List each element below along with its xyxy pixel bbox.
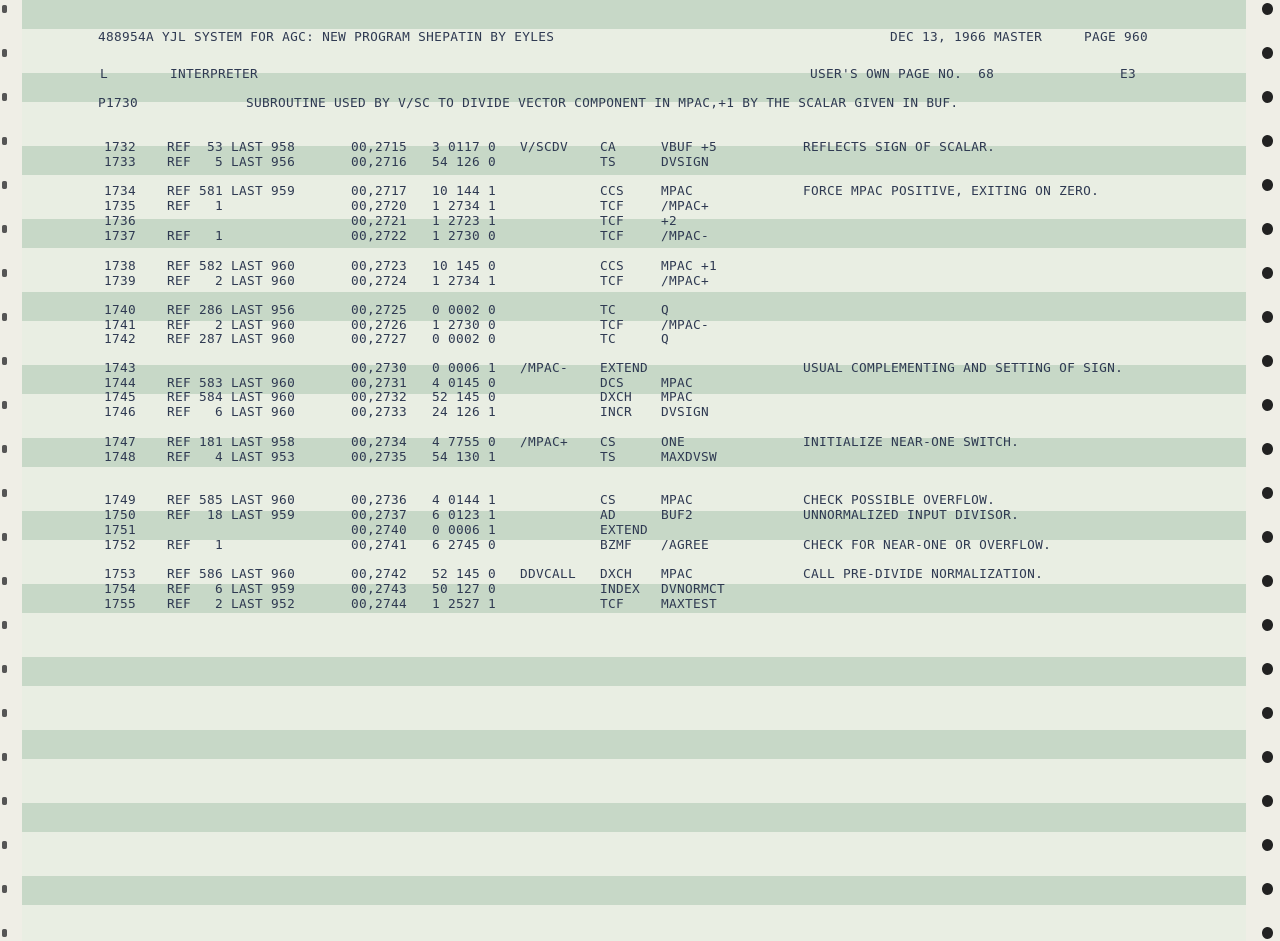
listing-octal-code: 0 0006 1 xyxy=(432,523,497,538)
listing-opcode: CA xyxy=(600,140,617,155)
header-page: PAGE 960 xyxy=(1084,30,1149,45)
listing-reference: REF 6 LAST 959 xyxy=(167,582,296,597)
edge-perforation xyxy=(2,797,7,805)
section-name: INTERPRETER xyxy=(170,67,259,82)
listing-line-number: 1748 xyxy=(104,450,137,465)
listing-address: 00,2724 xyxy=(351,274,408,289)
listing-opcode: DXCH xyxy=(600,390,633,405)
feed-hole xyxy=(1262,751,1273,763)
edge-perforation xyxy=(2,445,7,453)
edge-perforation xyxy=(2,401,7,409)
listing-reference: REF 2 LAST 960 xyxy=(167,318,296,333)
listing-octal-code: 52 145 0 xyxy=(432,567,497,582)
listing-address: 00,2734 xyxy=(351,435,408,450)
listing-operand: MPAC xyxy=(661,184,694,199)
edge-perforation xyxy=(2,93,7,101)
listing-operand: DVSIGN xyxy=(661,405,710,420)
listing-operand: MPAC xyxy=(661,390,694,405)
listing-reference: REF 53 LAST 958 xyxy=(167,140,296,155)
edge-perforation xyxy=(2,49,7,57)
listing-opcode: TCF xyxy=(600,229,625,244)
feed-hole xyxy=(1262,795,1273,807)
listing-line-number: 1734 xyxy=(104,184,137,199)
listing-octal-code: 1 2723 1 xyxy=(432,214,497,229)
listing-comment: CHECK POSSIBLE OVERFLOW. xyxy=(803,493,996,508)
listing-address: 00,2715 xyxy=(351,140,408,155)
listing-operand: MAXTEST xyxy=(661,597,718,612)
edge-perforation xyxy=(2,753,7,761)
listing-opcode: TS xyxy=(600,450,617,465)
listing-reference: REF 286 LAST 956 xyxy=(167,303,296,318)
listing-address: 00,2727 xyxy=(351,332,408,347)
listing-reference: REF 1 xyxy=(167,199,224,214)
edge-perforation xyxy=(2,621,7,629)
listing-opcode: TCF xyxy=(600,214,625,229)
feed-hole xyxy=(1262,3,1273,15)
listing-octal-code: 6 0123 1 xyxy=(432,508,497,523)
listing-operand: ONE xyxy=(661,435,686,450)
listing-opcode: EXTEND xyxy=(600,361,649,376)
listing-octal-code: 3 0117 0 xyxy=(432,140,497,155)
listing-comment: FORCE MPAC POSITIVE, EXITING ON ZERO. xyxy=(803,184,1100,199)
listing-operand: MPAC xyxy=(661,376,694,391)
listing-reference: REF 2 LAST 960 xyxy=(167,274,296,289)
listing-operand: DVSIGN xyxy=(661,155,710,170)
listing-comment: CALL PRE-DIVIDE NORMALIZATION. xyxy=(803,567,1044,582)
listing-address: 00,2733 xyxy=(351,405,408,420)
listing-opcode: CS xyxy=(600,435,617,450)
section-code: E3 xyxy=(1120,67,1137,82)
listing-opcode: INDEX xyxy=(600,582,641,597)
log-marker: L xyxy=(100,67,109,82)
listing-octal-code: 52 145 0 xyxy=(432,390,497,405)
listing-reference: REF 582 LAST 960 xyxy=(167,259,296,274)
feed-hole xyxy=(1262,575,1273,587)
feed-hole xyxy=(1262,927,1273,939)
listing-operand: MPAC xyxy=(661,493,694,508)
listing-octal-code: 10 145 0 xyxy=(432,259,497,274)
feed-hole xyxy=(1262,135,1273,147)
listing-comment: INITIALIZE NEAR-ONE SWITCH. xyxy=(803,435,1020,450)
listing-line-number: 1751 xyxy=(104,523,137,538)
listing-opcode: DXCH xyxy=(600,567,633,582)
listing-reference: REF 181 LAST 958 xyxy=(167,435,296,450)
feed-hole xyxy=(1262,663,1273,675)
listing-operand: DVNORMCT xyxy=(661,582,726,597)
listing-reference: REF 5 LAST 956 xyxy=(167,155,296,170)
feed-hole xyxy=(1262,267,1273,279)
listing-octal-code: 1 2730 0 xyxy=(432,318,497,333)
edge-perforation xyxy=(2,225,7,233)
listing-comment: USUAL COMPLEMENTING AND SETTING OF SIGN. xyxy=(803,361,1124,376)
listing-operand: +2 xyxy=(661,214,678,229)
listing-octal-code: 1 2734 1 xyxy=(432,274,497,289)
listing-operand: MPAC +1 xyxy=(661,259,718,274)
listing-address: 00,2732 xyxy=(351,390,408,405)
feed-hole xyxy=(1262,311,1273,323)
listing-address: 00,2725 xyxy=(351,303,408,318)
listing-octal-code: 50 127 0 xyxy=(432,582,497,597)
header-date: DEC 13, 1966 MASTER xyxy=(890,30,1043,45)
listing-reference: REF 2 LAST 952 xyxy=(167,597,296,612)
listing-operand: BUF2 xyxy=(661,508,694,523)
listing-address: 00,2742 xyxy=(351,567,408,582)
listing-address: 00,2722 xyxy=(351,229,408,244)
listing-reference: REF 585 LAST 960 xyxy=(167,493,296,508)
listing-address: 00,2723 xyxy=(351,259,408,274)
listing-reference: REF 1 xyxy=(167,229,224,244)
feed-hole xyxy=(1262,91,1273,103)
listing-line-number: 1739 xyxy=(104,274,137,289)
listing-opcode: CCS xyxy=(600,259,625,274)
listing-address: 00,2726 xyxy=(351,318,408,333)
edge-perforation xyxy=(2,665,7,673)
listing-operand: Q xyxy=(661,303,670,318)
listing-line-number: 1740 xyxy=(104,303,137,318)
listing-opcode: TCF xyxy=(600,274,625,289)
listing-line-number: 1732 xyxy=(104,140,137,155)
listing-line-number: 1741 xyxy=(104,318,137,333)
feed-hole xyxy=(1262,47,1273,59)
edge-perforation xyxy=(2,841,7,849)
listing-line-number: 1745 xyxy=(104,390,137,405)
intro-line-number: P1730 xyxy=(98,96,139,111)
listing-opcode: TCF xyxy=(600,318,625,333)
edge-perforation xyxy=(2,929,7,937)
edge-perforation xyxy=(2,577,7,585)
listing-opcode: AD xyxy=(600,508,617,523)
listing-comment: REFLECTS SIGN OF SCALAR. xyxy=(803,140,996,155)
listing-operand: VBUF +5 xyxy=(661,140,718,155)
listing-line-number: 1736 xyxy=(104,214,137,229)
listing-line-number: 1754 xyxy=(104,582,137,597)
listing-operand: /MPAC- xyxy=(661,318,710,333)
edge-perforation xyxy=(2,709,7,717)
listing-opcode: CCS xyxy=(600,184,625,199)
feed-hole xyxy=(1262,399,1273,411)
edge-perforation xyxy=(2,885,7,893)
listing-line-number: 1752 xyxy=(104,538,137,553)
feed-hole xyxy=(1262,355,1273,367)
edge-perforation xyxy=(2,357,7,365)
listing-address: 00,2735 xyxy=(351,450,408,465)
listing-line-number: 1743 xyxy=(104,361,137,376)
listing-address: 00,2743 xyxy=(351,582,408,597)
user-page-number: USER'S OWN PAGE NO. 68 xyxy=(810,67,995,82)
listing-operand: Q xyxy=(661,332,670,347)
feed-hole xyxy=(1262,223,1273,235)
listing-address: 00,2744 xyxy=(351,597,408,612)
listing-octal-code: 0 0002 0 xyxy=(432,332,497,347)
listing-octal-code: 4 0145 0 xyxy=(432,376,497,391)
listing-octal-code: 1 2527 1 xyxy=(432,597,497,612)
listing-operand: MPAC xyxy=(661,567,694,582)
listing-opcode: TC xyxy=(600,303,617,318)
listing-line-number: 1737 xyxy=(104,229,137,244)
feed-hole xyxy=(1262,883,1273,895)
edge-perforation xyxy=(2,137,7,145)
listing-label: DDVCALL xyxy=(520,567,577,582)
listing-octal-code: 1 2734 1 xyxy=(432,199,497,214)
feed-hole xyxy=(1262,531,1273,543)
listing-reference: REF 287 LAST 960 xyxy=(167,332,296,347)
listing-line-number: 1738 xyxy=(104,259,137,274)
intro-comment: SUBROUTINE USED BY V/SC TO DIVIDE VECTOR COMPONENT IN MPAC,+1 BY THE SCALAR GIVEN IN BUF. xyxy=(246,96,959,111)
feed-hole xyxy=(1262,707,1273,719)
edge-perforation xyxy=(2,533,7,541)
listing-reference: REF 1 xyxy=(167,538,224,553)
edge-perforation xyxy=(2,489,7,497)
listing-octal-code: 0 0006 1 xyxy=(432,361,497,376)
listing-address: 00,2721 xyxy=(351,214,408,229)
feed-hole xyxy=(1262,487,1273,499)
listing-reference: REF 583 LAST 960 xyxy=(167,376,296,391)
listing-opcode: INCR xyxy=(600,405,633,420)
listing-operand: /MPAC- xyxy=(661,229,710,244)
listing-address: 00,2737 xyxy=(351,508,408,523)
feed-hole xyxy=(1262,443,1273,455)
listing-line-number: 1746 xyxy=(104,405,137,420)
listing-line-number: 1749 xyxy=(104,493,137,508)
listing-opcode: DCS xyxy=(600,376,625,391)
listing-octal-code: 6 2745 0 xyxy=(432,538,497,553)
listing-line-number: 1744 xyxy=(104,376,137,391)
listing-line-number: 1733 xyxy=(104,155,137,170)
edge-perforation xyxy=(2,269,7,277)
listing-reference: REF 584 LAST 960 xyxy=(167,390,296,405)
listing-opcode: TCF xyxy=(600,199,625,214)
edge-perforation xyxy=(2,5,7,13)
listing-line-number: 1735 xyxy=(104,199,137,214)
listing-reference: REF 18 LAST 959 xyxy=(167,508,296,523)
listing-octal-code: 10 144 1 xyxy=(432,184,497,199)
listing-line-number: 1755 xyxy=(104,597,137,612)
listing-line-number: 1750 xyxy=(104,508,137,523)
listing-octal-code: 54 126 0 xyxy=(432,155,497,170)
listing-address: 00,2720 xyxy=(351,199,408,214)
feed-hole xyxy=(1262,179,1273,191)
listing-label: /MPAC- xyxy=(520,361,569,376)
listing-line-number: 1753 xyxy=(104,567,137,582)
listing-address: 00,2730 xyxy=(351,361,408,376)
listing-opcode: EXTEND xyxy=(600,523,649,538)
listing-address: 00,2717 xyxy=(351,184,408,199)
listing-octal-code: 1 2730 0 xyxy=(432,229,497,244)
edge-perforation xyxy=(2,181,7,189)
listing-address: 00,2736 xyxy=(351,493,408,508)
listing-reference: REF 581 LAST 959 xyxy=(167,184,296,199)
listing-operand: MAXDVSW xyxy=(661,450,718,465)
listing-reference: REF 4 LAST 953 xyxy=(167,450,296,465)
listing-comment: UNNORMALIZED INPUT DIVISOR. xyxy=(803,508,1020,523)
listing-label: V/SCDV xyxy=(520,140,569,155)
listing-reference: REF 6 LAST 960 xyxy=(167,405,296,420)
listing-opcode: TC xyxy=(600,332,617,347)
edge-perforation xyxy=(2,313,7,321)
listing-operand: /MPAC+ xyxy=(661,199,710,214)
listing-octal-code: 4 7755 0 xyxy=(432,435,497,450)
listing-comment: CHECK FOR NEAR-ONE OR OVERFLOW. xyxy=(803,538,1052,553)
listing-address: 00,2716 xyxy=(351,155,408,170)
listing-octal-code: 4 0144 1 xyxy=(432,493,497,508)
listing-reference: REF 586 LAST 960 xyxy=(167,567,296,582)
listing-opcode: TCF xyxy=(600,597,625,612)
feed-hole xyxy=(1262,839,1273,851)
listing-operand: /AGREE xyxy=(661,538,710,553)
listing-label: /MPAC+ xyxy=(520,435,569,450)
listing-address: 00,2740 xyxy=(351,523,408,538)
listing-octal-code: 0 0002 0 xyxy=(432,303,497,318)
listing-opcode: CS xyxy=(600,493,617,508)
listing-opcode: TS xyxy=(600,155,617,170)
listing-line-number: 1747 xyxy=(104,435,137,450)
header-title: 488954A YJL SYSTEM FOR AGC: NEW PROGRAM SHEPATIN BY EYLES xyxy=(98,30,555,45)
listing-operand: /MPAC+ xyxy=(661,274,710,289)
listing-address: 00,2741 xyxy=(351,538,408,553)
listing-octal-code: 24 126 1 xyxy=(432,405,497,420)
listing-octal-code: 54 130 1 xyxy=(432,450,497,465)
listing-address: 00,2731 xyxy=(351,376,408,391)
feed-hole xyxy=(1262,619,1273,631)
listing-line-number: 1742 xyxy=(104,332,137,347)
listing-opcode: BZMF xyxy=(600,538,633,553)
